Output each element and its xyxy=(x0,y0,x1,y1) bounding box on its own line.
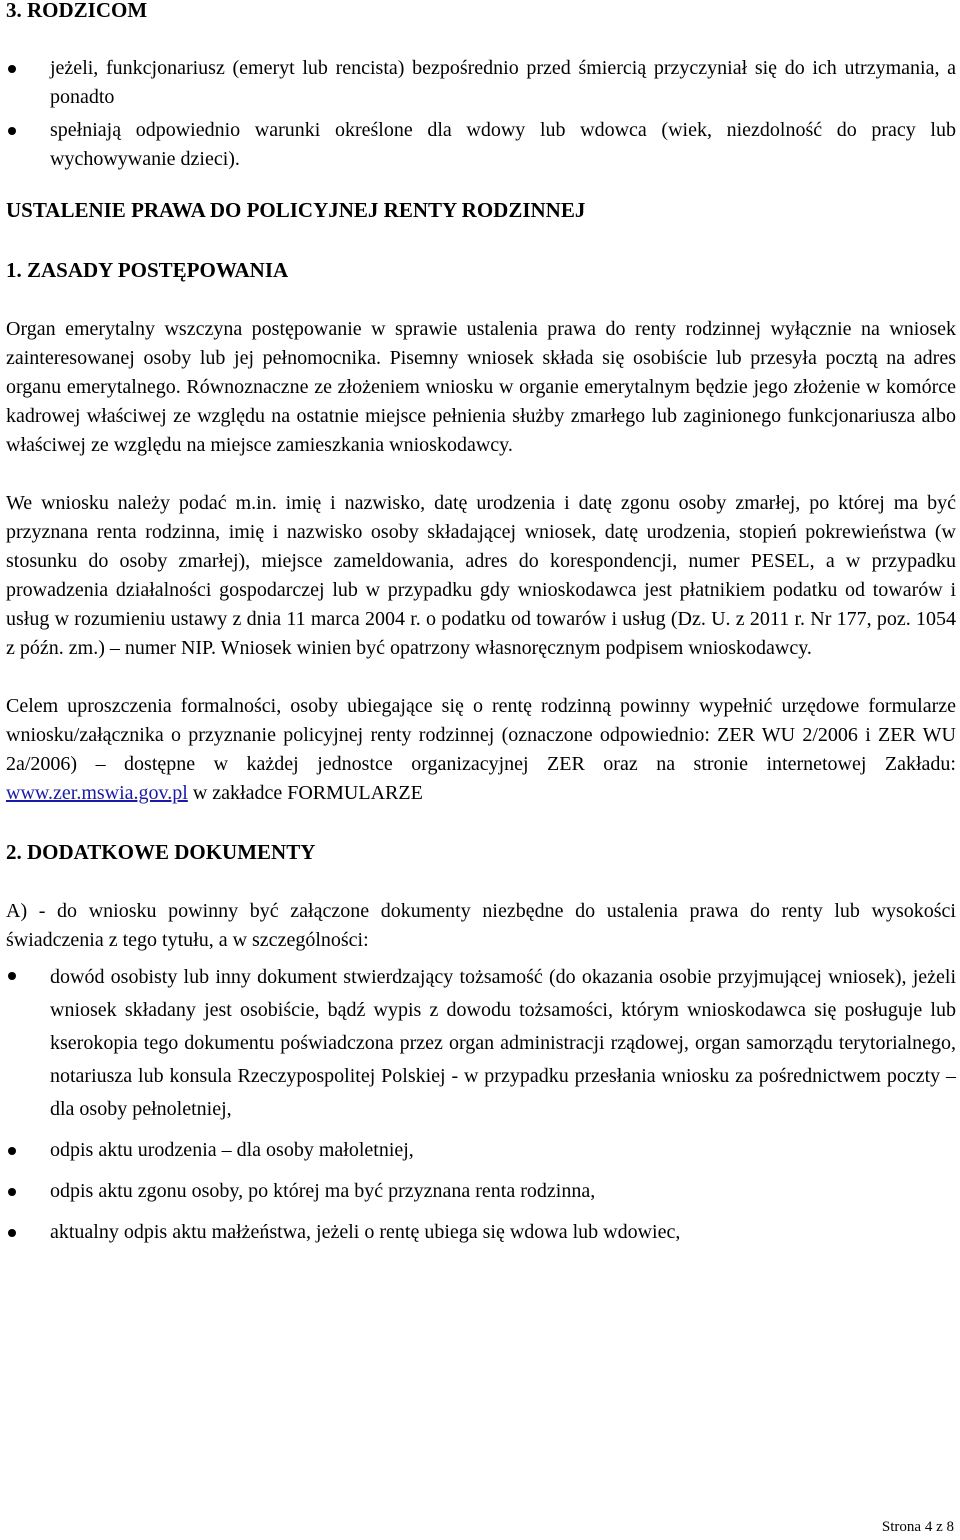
bullet-icon xyxy=(8,127,16,135)
bullet-icon xyxy=(8,1229,16,1237)
section-title: 2. DODATKOWE DOKUMENTY xyxy=(6,840,316,864)
list-item xyxy=(6,116,956,174)
bullet-icon xyxy=(8,1147,16,1155)
list-item xyxy=(6,54,956,112)
list-item xyxy=(6,961,956,1126)
bullet-icon xyxy=(8,65,16,73)
list-item xyxy=(6,1218,956,1247)
paragraph-text: w zakładce FORMULARZE xyxy=(187,782,423,804)
section-title: 3. RODZICOM xyxy=(6,0,148,22)
list-item xyxy=(6,1177,956,1206)
paragraph: A) - do wniosku powinny być załączone dokumenty niezbędne do ustalenia prawa do renty lub wysokości świadczenia z tego tytułu, a w szczególności: xyxy=(6,900,956,951)
document-page xyxy=(6,0,956,1247)
list-item-text: dowód osobisty lub inny dokument stwierdzający tożsamość (do okazania osobie przyjmującej wniosek), jeżeli wniosek składany jest osobiście, bądź wypis z dowodu tożsamości, którym wnioskodawca się posługuje lub kserokopia tego dokumentu poświadczona przez organ administracji rządowej, organ samorządu terytorialnego, notariusza lub konsula Rzeczypospolitej Polskiej - w przypadku przesłania wniosku za pośrednictwem poczty – dla osoby pełnoletniej, xyxy=(50,966,956,1120)
paragraph: We wniosku należy podać m.in. imię i nazwisko, datę urodzenia i datę zgonu osoby zmarłej, po której ma być przyznana renta rodzinna, imię i nazwisko osoby składającej wniosek, datę urodzenia, stopień pokrewieństwa (w stosunku do osoby zmarłej), miejsce zameldowania, adres do korespondencji, numer PESEL, a w przypadku prowadzenia działalności gospodarczej lub w przypadku gdy wnioskodawca jest płatnikiem podatku od towarów i usług w rozumieniu ustawy z dnia 11 marca 2004 r. o podatku od towarów i usług (Dz. U. z 2011 r. Nr 177, poz. 1054 z późn. zm.) – numer NIP. Wniosek winien być opatrzony własnoręcznym podpisem wnioskodawcy. xyxy=(6,492,956,659)
list-item-text: spełniają odpowiednio warunki określone dla wdowy lub wdowca (wiek, niezdolność do pracy lub wychowywanie dzieci). xyxy=(50,119,956,170)
list-item xyxy=(6,1136,956,1165)
website-link[interactable]: www.zer.mswia.gov.pl xyxy=(6,782,188,804)
main-heading: USTALENIE PRAWA DO POLICYJNEJ RENTY RODZINNEJ xyxy=(6,198,586,222)
paragraph-text: Celem uproszczenia formalności, osoby ubiegające się o rentę rodzinną powinny wypełnić urzędowe formularze wniosku/załącznika o przyznanie policyjnej renty rodzinnej (oznaczone odpowiednio: ZER WU 2/2006 i ZER WU 2a/2006) – dostępne w każdej jednostce organizacyjnej ZER oraz na stronie internetowej Zakładu: xyxy=(6,695,956,775)
bullet-icon xyxy=(8,972,16,980)
bullet-list xyxy=(6,54,956,174)
list-item-text: aktualny odpis aktu małżeństwa, jeżeli o rentę ubiega się wdowa lub wdowiec, xyxy=(50,1221,681,1243)
bullet-icon xyxy=(8,1188,16,1196)
list-item-text: jeżeli, funkcjonariusz (emeryt lub rencista) bezpośrednio przed śmiercią przyczyniał się do ich utrzymania, a ponadto xyxy=(50,57,956,108)
bullet-list xyxy=(6,961,956,1247)
paragraph xyxy=(6,692,956,808)
section-title: 1. ZASADY POSTĘPOWANIA xyxy=(6,258,289,282)
paragraph: Organ emerytalny wszczyna postępowanie w sprawie ustalenia prawa do renty rodzinnej wyłącznie na wniosek zainteresowanej osoby lub jej pełnomocnika. Pisemny wniosek składa się osobiście lub przesyła pocztą na adres organu emerytalnego. Równoznaczne ze złożeniem wniosku w organie emerytalnym będzie jego złożenie w komórce kadrowej właściwej ze względu na ostatnie miejsce pełnienia służby zmarłego lub zaginionego funkcjonariusza albo właściwej ze względu na miejsce zamieszkania wnioskodawcy. xyxy=(6,318,956,456)
page-number: Strona 4 z 8 xyxy=(881,1519,954,1535)
list-item-text: odpis aktu zgonu osoby, po której ma być przyznana renta rodzinna, xyxy=(50,1180,596,1202)
list-item-text: odpis aktu urodzenia – dla osoby małoletniej, xyxy=(50,1139,414,1161)
